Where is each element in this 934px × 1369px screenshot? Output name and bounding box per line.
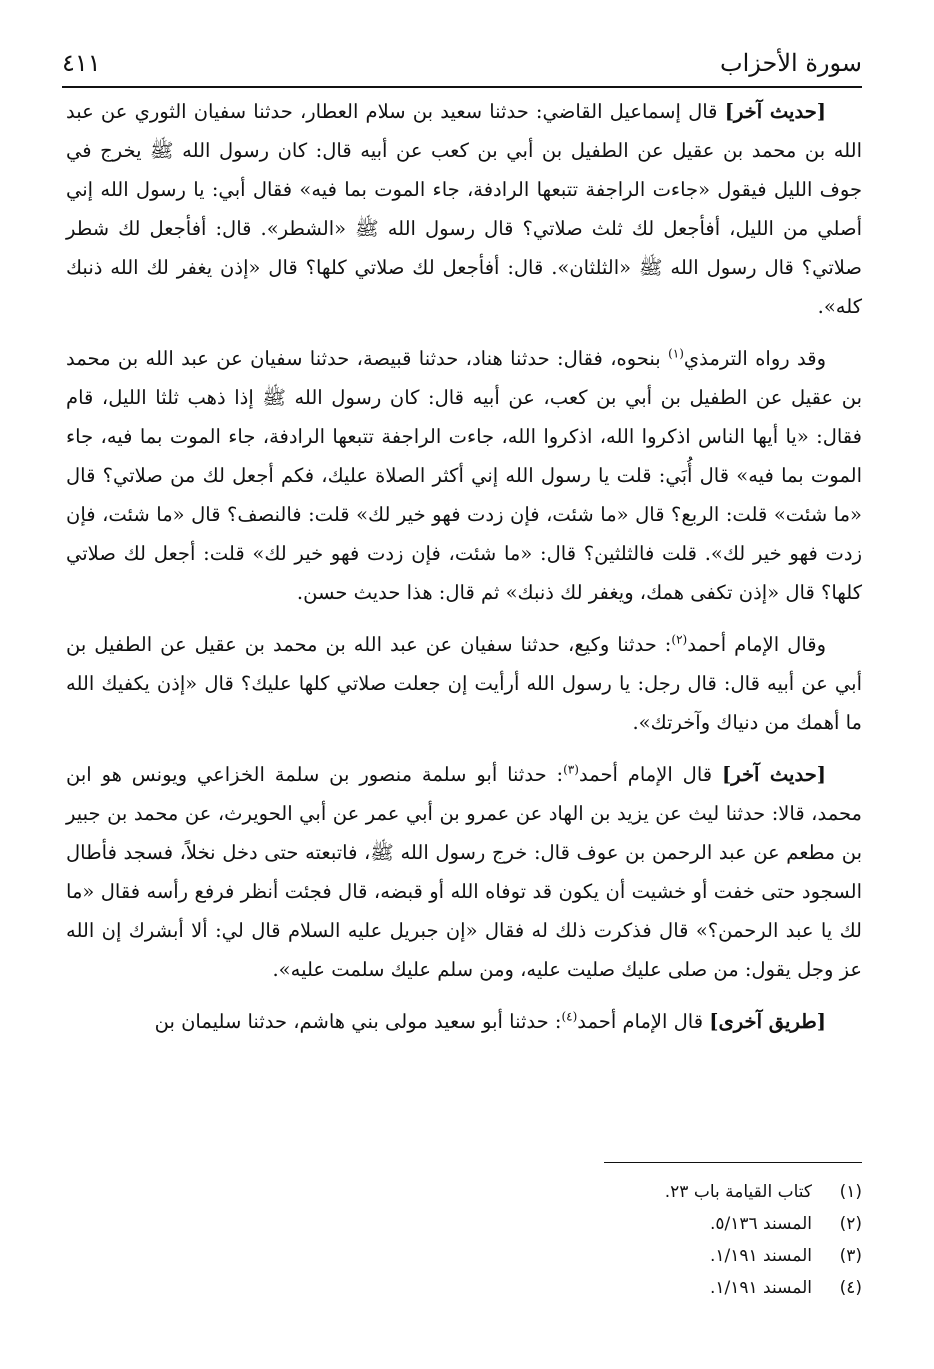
page-header bbox=[62, 40, 862, 88]
paragraph-1 bbox=[66, 92, 862, 326]
paragraph-text-after: : حدثنا أبو سعيد مولى بني هاشم، حدثنا سليمان بن bbox=[154, 1010, 562, 1033]
paragraph-4 bbox=[66, 755, 862, 989]
paragraph-text-after: : حدثنا وكيع، حدثنا سفيان عن عبد الله بن محمد بن عقيل عن الطفيل بن أبي عن أبيه قال: قال رجل: يا رسول الله أرأيت إن جعلت صلاتي كلها عليك؟ قال «إذن يكفيك الله ما أهمك من دنياك وآخرتك». bbox=[66, 633, 862, 734]
footnote-ref: (١) bbox=[668, 346, 684, 361]
paragraph-text-before: قال الإمام أحمد bbox=[578, 763, 722, 786]
paragraph-text-after: : حدثنا أبو سلمة منصور بن سلمة الخزاعي ويونس هو ابن محمد، قالا: حدثنا ليث عن يزيد بن الهاد عن عمرو بن أبي عمر عن أبي الحويرث، عن محمد بن جبير بن مطعم عن عبد الرحمن بن عوف قال: خرج رسول الله ﷺ، فاتبعته حتى دخل نخلاً، فسجد فأطال السجود حتى خفت أو خشيت أن يكون قد توفاه الله أو قبضه، قال فجئت أنظر فرفع رأسه فقال «ما لك يا عبد الرحمن؟» قال فذكرت ذلك له فقال «إن جبريل عليه السلام قال لي: ألا أبشرك إن الله عز وجل يقول: من صلى عليك صليت عليه، ومن سلم عليك سلمت عليه». bbox=[66, 763, 862, 981]
footnote-ref: (٣) bbox=[563, 762, 579, 777]
footnote-separator bbox=[604, 1162, 862, 1163]
footnote-number: (١) bbox=[839, 1182, 862, 1202]
footnote-text: كتاب القيامة باب ٢٣. bbox=[664, 1182, 812, 1202]
footnote-item bbox=[442, 1208, 862, 1240]
section-tag: [حديث آخر] bbox=[724, 100, 826, 123]
footnotes bbox=[442, 1176, 862, 1304]
footnote-text: المسند ٥/١٣٦. bbox=[709, 1214, 812, 1234]
footnote-number: (٤) bbox=[839, 1278, 862, 1298]
footnote-item bbox=[442, 1176, 862, 1208]
footnote-number: (٢) bbox=[839, 1214, 862, 1234]
footnote-item bbox=[442, 1272, 862, 1304]
section-tag: [طريق آخرى] bbox=[709, 1010, 826, 1033]
paragraph-text-before: قال الإمام أحمد bbox=[577, 1010, 710, 1033]
paragraph-text-after: بنحوه، فقال: حدثنا هناد، حدثنا قبيصة، حدثنا سفيان عن عبد الله بن محمد بن عقيل عن الطفيل بن أبي بن كعب، عن أبيه قال: كان رسول الله ﷺ إذا ذهب ثلثا الليل، قام فقال: «يا أيها الناس اذكروا الله، اذكروا الله، جاءت الراجفة تتبعها الرادفة، جاء الموت بما فيه، جاء الموت بما فيه» قال أُبَي: قلت يا رسول الله إني أكثر الصلاة عليك، فكم أجعل لك من صلاتي؟ قال «ما شئت» قلت: الربع؟ قال «ما شئت، فإن زدت فهو خير لك» قلت: فالنصف؟ قال «ما شئت، فإن زدت فهو خير لك». قلت فالثلثين؟ قال: «ما شئت، فإن زدت فهو خير لك» قلت: أجعل لك صلاتي كلها؟ قال «إذن تكفى همك، ويغفر لك ذنبك» ثم قال: هذا حديث حسن. bbox=[66, 347, 862, 604]
footnote-ref: (٢) bbox=[671, 632, 688, 647]
page-number: ٤١١ bbox=[62, 49, 101, 77]
surah-title: سورة الأحزاب bbox=[720, 49, 862, 77]
main-text bbox=[66, 92, 862, 1054]
paragraph-text-before: وقال الإمام أحمد bbox=[687, 633, 826, 656]
footnote-ref: (٤) bbox=[561, 1009, 578, 1024]
section-tag: [حديث آخر] bbox=[721, 763, 826, 786]
footnote-number: (٣) bbox=[839, 1246, 862, 1266]
paragraph-text: قال إسماعيل القاضي: حدثنا سعيد بن سلام العطار، حدثنا سفيان الثوري عن عبد الله بن محمد بن عقيل عن الطفيل بن أبي بن كعب عن أبيه قال: كان رسول الله ﷺ يخرج في جوف الليل فيقول «جاءت الراجفة تتبعها الرادفة، جاء الموت بما فيه» فقال أبي: يا رسول الله إني أصلي من الليل، أفأجعل لك ثلث صلاتي؟ قال رسول الله ﷺ «الشطر». قال: أفأجعل لك شطر صلاتي؟ قال رسول الله ﷺ «الثلثان». قال: أفأجعل لك صلاتي كلها؟ قال «إذن يغفر لك الله ذنبك كله». bbox=[66, 100, 862, 318]
footnote-text: المسند ١/١٩١. bbox=[709, 1246, 812, 1266]
paragraph-text-before: وقد رواه الترمذي bbox=[683, 347, 826, 370]
paragraph-2 bbox=[66, 339, 862, 612]
footnote-text: المسند ١/١٩١. bbox=[709, 1278, 812, 1298]
paragraph-5 bbox=[66, 1002, 862, 1041]
paragraph-3 bbox=[66, 625, 862, 742]
footnote-item bbox=[442, 1240, 862, 1272]
